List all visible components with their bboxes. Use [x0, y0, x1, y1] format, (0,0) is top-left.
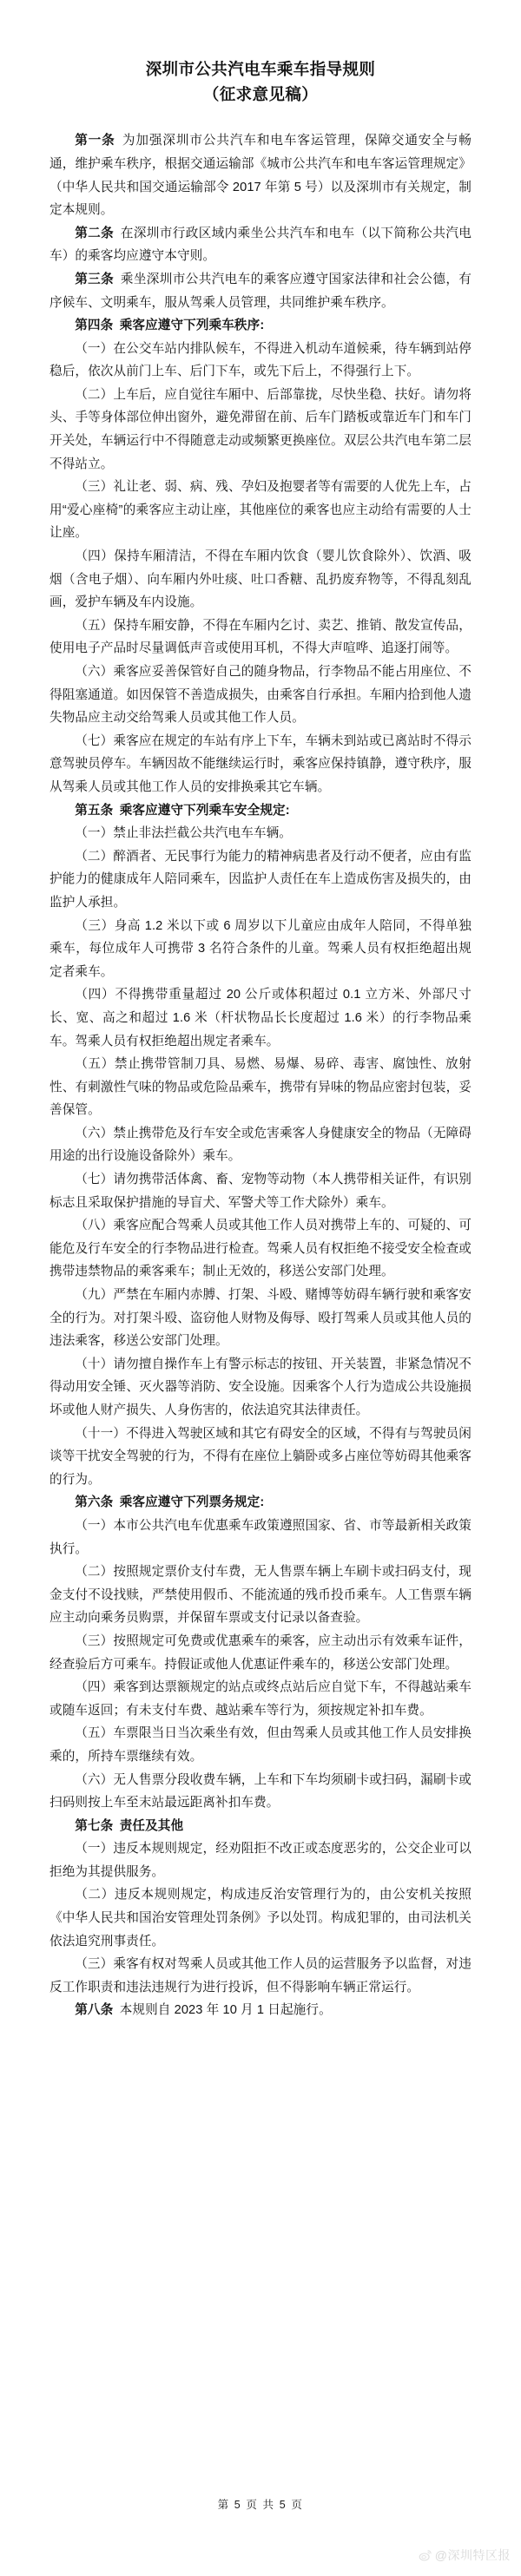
- clause-paragraph: [49, 545, 472, 614]
- clause-paragraph: [49, 1122, 472, 1168]
- paragraph-text: （三）乘客有权对驾乘人员或其他工作人员的运营服务予以监督，对违反工作职责和违法违规行为进行投诉，但不得影响车辆正常运行。: [49, 1957, 472, 1994]
- clause-paragraph: [49, 660, 472, 730]
- paragraph-text: （十一）不得进入驾驶区域和其它有碍安全的区域，不得有与驾驶员闲谈等干扰安全驾驶的行为，不得有在座位上躺卧或多占座位等妨碍其他乘客的行为。: [49, 1426, 472, 1487]
- paragraph-text: （十）请勿擅自操作车上有警示标志的按钮、开关装置，非紧急情况不得动用安全锤、灭火器等消防、安全设施。因乘客个人行为造成公共设施损坏或他人财产损失、人身伤害的，依法追究其法律责任。: [49, 1357, 472, 1417]
- paragraph-text: （六）无人售票分段收费车辆，上车和下车均须刷卡或扫码，漏刷卡或扫码则按上车至末站最远距离补扣车费。: [49, 1772, 472, 1810]
- paragraph-text: （三）按照规定可免费或优惠乘车的乘客，应主动出示有效乘车证件，经查验后方可乘车。持假证或他人优惠证件乘车的，移送公安部门处理。: [49, 1633, 472, 1672]
- paragraph-text: （二）按照规定票价支付车费，无人售票车辆上车刷卡或扫码支付，现金支付不设找赎，严禁使用假币、不能流通的残币投币乘车。人工售票车辆应主动向乘务员购票，并保留车票或支付记录以备查验。: [49, 1565, 472, 1626]
- clause-paragraph: [49, 614, 472, 660]
- paragraph-text: （三）礼让老、弱、病、残、孕妇及抱婴者等有需要的人优先上车，占用“爱心座椅”的乘客应主动让座，其他座位的乘客也应主动给有需要的人士让座。: [49, 480, 472, 541]
- weibo-icon: [419, 2548, 432, 2562]
- article-paragraph: [49, 1999, 472, 2022]
- clause-paragraph: [49, 1284, 472, 1353]
- article-paragraph: [49, 222, 472, 268]
- paragraph-text: （七）请勿携带活体禽、畜、宠物等动物（本人携带相关证件，有识别标志且采取保护措施的导盲犬、军警犬等工作犬除外）乘车。: [49, 1173, 472, 1210]
- article-label: 第七条: [75, 1818, 114, 1833]
- paragraph-text: （一）在公交车站内排队候车，不得进入机动车道候乘，待车辆到站停稳后，依次从前门上车、后门下车，或先下后上，不得强行上下。: [49, 341, 472, 379]
- paragraph-text: （一）禁止非法拦截公共汽电车车辆。: [75, 826, 292, 841]
- clause-paragraph: [49, 845, 472, 915]
- article-paragraph: [49, 129, 472, 221]
- paragraph-text: （五）保持车厢安静，不得在车厢内乞讨、卖艺、推销、散发宣传品，使用电子产品时尽量调低声音或使用耳机，不得大声喧哗、追逐打闹等。: [49, 618, 472, 656]
- paragraph-text: （六）禁止携带危及行车安全或危害乘客人身健康安全的物品（无障碍用途的出行设施设备除外）乘车。: [49, 1126, 472, 1164]
- clause-paragraph: [49, 1214, 472, 1284]
- article-paragraph: [49, 799, 472, 823]
- paragraph-text: 责任及其他: [119, 1818, 184, 1833]
- clause-paragraph: [49, 1561, 472, 1630]
- paragraph-text: （四）保持车厢清洁，不得在车厢内饮食（婴儿饮食除外）、饮酒、吸烟（含电子烟）、向车厢内外吐痰、吐口香糖、乱扔废弃物等，不得乱刻乱画，爱护车辆及车内设施。: [49, 549, 472, 610]
- paragraph-text: （九）严禁在车厢内赤膊、打架、斗殴、赌博等妨碍车辆行驶和乘客安全的行为。对打架斗殴、盗窃他人财物及侮辱、殴打驾乘人员或其他人员的违法乘客，移送公安部门处理。: [49, 1288, 472, 1349]
- article-paragraph: [49, 1491, 472, 1515]
- paragraph-text: 乘客应遵守下列票务规定:: [119, 1495, 265, 1510]
- paragraph-text: （一）本市公共汽电车优惠乘车政策遵照国家、省、市等最新相关政策执行。: [49, 1518, 472, 1556]
- paragraph-text: （五）车票限当日当次乘坐有效，但由驾乘人员或其他工作人员安排换乘的，所持车票继续有效。: [49, 1726, 472, 1764]
- paragraph-text: 乘坐深圳市公共汽电车的乘客应遵守国家法律和社会公德，有序候车、文明乘车，服从驾乘人员管理，共同维护乘车秩序。: [49, 272, 472, 310]
- paragraph-text: （七）乘客应在规定的车站有序上下车，车辆未到站或已离站时不得示意驾驶员停车。车辆因故不能继续运行时，乘客应保持镇静，遵守秩序，服从驾乘人员或其他工作人员的安排换乘其它车辆。: [49, 733, 472, 794]
- clause-paragraph: [49, 1676, 472, 1722]
- paragraph-text: 在深圳市行政区域内乘坐公共汽车和电车（以下简称公共汽电车）的乘客均应遵守本守则。: [49, 226, 472, 264]
- article-label: 第三条: [75, 272, 115, 286]
- clause-paragraph: [49, 1168, 472, 1214]
- clause-paragraph: [49, 1423, 472, 1492]
- clause-paragraph: [49, 1769, 472, 1815]
- clause-paragraph: [49, 1515, 472, 1561]
- paragraph-text: （三）身高 1.2 米以下或 6 周岁以下儿童应由成年人陪同，不得单独乘车，每位成年人可携带 3 名符合条件的儿童。驾乘人员有权拒绝超出规定者乘车。: [49, 918, 472, 979]
- paragraph-text: （六）乘客应妥善保管好自己的随身物品，行李物品不能占用座位、不得阻塞通道。如因保管不善造成损失，由乘客自行承担。车厢内拾到他人遗失物品应主动交给驾乘人员或其他工作人员。: [49, 665, 472, 726]
- paragraph-text: （四）乘客到达票额规定的站点或终点站后应自觉下车，不得越站乘车或随车返回；有未支付车费、越站乘车等行为，须按规定补扣车费。: [49, 1680, 472, 1718]
- article-label: 第六条: [75, 1495, 114, 1510]
- clause-paragraph: [49, 822, 472, 845]
- paragraph-text: （二）违反本规则规定，构成违反治安管理行为的，由公安机关按照《中华人民共和国治安管理处罚条例》予以处罚。构成犯罪的，由司法机关依法追究刑事责任。: [49, 1888, 472, 1948]
- paragraph-text: （一）违反本规则规定，经劝阻拒不改正或态度恶劣的，公交企业可以拒绝为其提供服务。: [49, 1842, 472, 1879]
- paragraph-text: 乘客应遵守下列乘车秩序:: [119, 319, 265, 333]
- clause-paragraph: [49, 1053, 472, 1122]
- clause-paragraph: [49, 1630, 472, 1676]
- paragraph-text: 乘客应遵守下列乘车安全规定:: [119, 803, 290, 818]
- clause-paragraph: [49, 730, 472, 799]
- clause-paragraph: [49, 915, 472, 984]
- clause-paragraph: [49, 1837, 472, 1883]
- article-label: 第一条: [75, 134, 115, 148]
- page-title: 深圳市公共汽电车乘车指导规则: [145, 60, 376, 78]
- title-block: [49, 0, 472, 107]
- article-paragraph: [49, 314, 472, 338]
- paragraph-text: （二）醉酒者、无民事行为能力的精神病患者及行动不便者，应由有监护能力的健康成年人陪同乘车，因监护人责任在车上造成伤害及损失的，由监护人承担。: [49, 849, 472, 910]
- watermark-text: @深圳特区报: [434, 2548, 511, 2562]
- watermark: [419, 2546, 511, 2564]
- clause-paragraph: [49, 1883, 472, 1953]
- paragraph-text: 为加强深圳市公共汽车和电车客运管理，保障交通安全与畅通，维护乘车秩序，根据交通运输部《城市公共汽车和电车客运管理规定》（中华人民共和国交通运输部令 2017 年第 5 号）以及深圳市有关规定，制定本规则。: [49, 134, 472, 218]
- paragraph-text: （八）乘客应配合驾乘人员或其他工作人员对携带上车的、可疑的、可能危及行车安全的行李物品进行检查。驾乘人员有权拒绝不接受安全检查或携带违禁物品的乘客乘车；制止无效的，移送公安部门处理。: [49, 1219, 472, 1279]
- clause-paragraph: [49, 1353, 472, 1423]
- paragraph-text: 本规则自 2023 年 10 月 1 日起施行。: [119, 2003, 332, 2018]
- paragraph-text: （五）禁止携带管制刀具、易燃、易爆、易碎、毒害、腐蚀性、放射性、有刺激性气味的物品或危险品乘车，携带有异味的物品应密封包装，妥善保管。: [49, 1057, 472, 1118]
- page-footer: 第 5 页 共 5 页: [217, 2499, 304, 2511]
- article-label: 第二条: [75, 226, 115, 240]
- clause-paragraph: [49, 384, 472, 476]
- clause-paragraph: [49, 476, 472, 545]
- article-label: 第四条: [75, 319, 114, 333]
- paragraph-text: （四）不得携带重量超过 20 公斤或体积超过 0.1 立方米、外部尺寸长、宽、高之和超过 1.6 米（杆状物品长长度超过 1.6 米）的行李物品乘车。驾乘人员有权拒绝超出规定者乘车。: [49, 988, 472, 1048]
- article-paragraph: [49, 1815, 472, 1838]
- paragraph-text: （二）上车后，应自觉往车厢中、后部靠拢，尽快坐稳、扶好。请勿将头、手等身体部位伸出窗外，避免滞留在前、后车门踏板或靠近车门和车门开关处，车辆运行中不得随意走动或频繁更换座位。双层公共汽电车第二层不得站立。: [49, 387, 472, 471]
- clause-paragraph: [49, 983, 472, 1053]
- clause-paragraph: [49, 1722, 472, 1768]
- document-content: [49, 129, 472, 2022]
- article-label: 第五条: [75, 803, 114, 818]
- page-subtitle: （征求意见稿）: [202, 84, 319, 103]
- clause-paragraph: [49, 338, 472, 384]
- article-paragraph: [49, 268, 472, 314]
- clause-paragraph: [49, 1953, 472, 1999]
- article-label: 第八条: [75, 2003, 114, 2018]
